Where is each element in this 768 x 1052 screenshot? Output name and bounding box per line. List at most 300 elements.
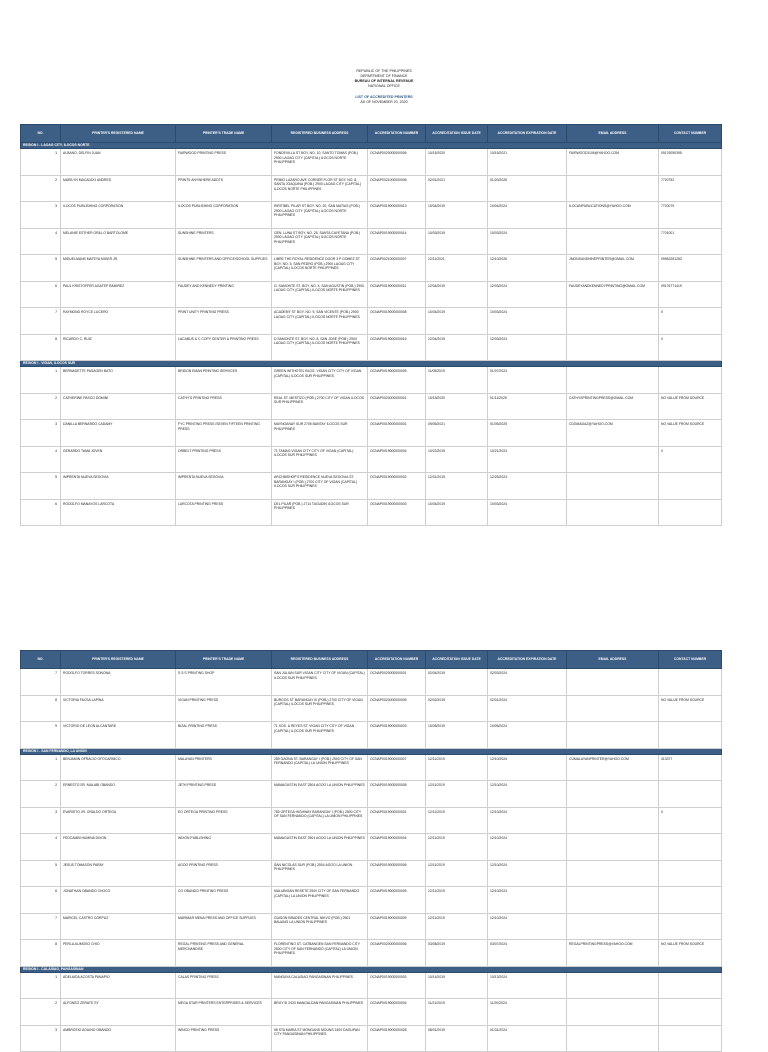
cell-email-address bbox=[567, 367, 659, 394]
cell-business-address: LIBRE THE ROYAL RESIDENCE DOOR 3 P GOMEZ ST BGY. NO. 5, SAN PEDRO (POB.) 2900 LAOAG CITY (CAPITAL) ILOCOS NORTE PHILIPPINES bbox=[272, 255, 368, 282]
cell-email-address: ILOCANPUBLICATIONS@YAHOO.COM bbox=[567, 202, 659, 229]
cell-trade-name: SUNSHINE PRINTERS bbox=[176, 228, 272, 255]
cell-accreditation-number: OCNAP0019000000016 bbox=[368, 334, 426, 361]
cell-business-address: ARCHBISHOP'S RESIDENCE NUEVA SEGOVIA ST. BARANGAY I (POB.) 2700 CITY OF VIGAN (CAPITAL) ILOCOS SUR PHILIPPINES bbox=[272, 473, 368, 500]
cell-email-address bbox=[567, 860, 659, 887]
cell-email-address bbox=[567, 913, 659, 940]
cell-issue-date: 12/11/2019 bbox=[426, 754, 488, 781]
cell-accreditation-number: OCNAP0021000000007 bbox=[368, 255, 426, 282]
cell-trade-name: AGOO PRINTING PRESS bbox=[176, 860, 272, 887]
cell-contact-number bbox=[659, 473, 722, 500]
cell-accreditation-number: OCNAP0019000000013 bbox=[368, 202, 426, 229]
cell-email-address bbox=[567, 446, 659, 473]
cell-row-number: 5 bbox=[21, 860, 61, 887]
cell-contact-number: NO VALUE FROM SOURCE bbox=[659, 940, 722, 967]
cell-accreditation-number: OCNAP0019000000028 bbox=[368, 1025, 426, 1052]
cell-expiration-date: 12/10/2024 bbox=[488, 754, 567, 781]
cell-business-address: MAMAGUSTIN EAST 2504 AGOO LA UNION PHILIPPINES bbox=[272, 781, 368, 808]
cell-registered-name: ADELAIDA ACOSTA PANAPIO bbox=[61, 972, 176, 999]
cell-row-number: 6 bbox=[21, 499, 61, 526]
cell-accreditation-number: OCNAP0019000000005 bbox=[368, 887, 426, 914]
cell-row-number: 8 bbox=[21, 334, 61, 361]
cell-expiration-date: 01/31/2024 bbox=[488, 1025, 567, 1052]
cell-accreditation-number: OCNAP0019000000009 bbox=[368, 913, 426, 940]
table-row bbox=[21, 695, 722, 722]
cell-issue-date: 12/01/2019 bbox=[426, 473, 488, 500]
cell-email-address bbox=[567, 695, 659, 722]
cell-contact-number: NO VALUE FROM SOURCE bbox=[659, 393, 722, 420]
cell-email-address bbox=[567, 499, 659, 526]
cell-registered-name: GERARDO TAMA JOVEN bbox=[61, 446, 176, 473]
column-header-email-address: EMAIL ADDRESS bbox=[567, 125, 659, 143]
cell-contact-number: 0 bbox=[659, 446, 722, 473]
cell-expiration-date: 12/10/2024 bbox=[488, 887, 567, 914]
cell-contact-number bbox=[659, 999, 722, 1026]
cell-business-address: BURGOS ST BARANGAY III (POB.) 2700 CITY OF VIGAN (CAPITAL) ILOCOS SUR PHILIPPINES bbox=[272, 695, 368, 722]
cell-contact-number: 7720752 bbox=[659, 175, 722, 202]
cell-expiration-date: 12/03/2024 bbox=[488, 334, 567, 361]
cell-registered-name: ALFONSO ZERATE SY bbox=[61, 999, 176, 1026]
cell-trade-name: BIZAL PRINTING PRESS bbox=[176, 722, 272, 749]
cell-registered-name: RODOLFO MANAYOS LARCOTA bbox=[61, 499, 176, 526]
printers-table-page-2 bbox=[20, 650, 722, 1052]
cell-issue-date: 12/11/2021 bbox=[426, 255, 488, 282]
table-row bbox=[21, 202, 722, 229]
cell-email-address bbox=[567, 807, 659, 834]
cell-row-number: 3 bbox=[21, 807, 61, 834]
cell-contact-number: 7701001 bbox=[659, 228, 722, 255]
column-header-email-address: EMAIL ADDRESS bbox=[567, 651, 659, 669]
cell-issue-date: 12/11/2019 bbox=[426, 913, 488, 940]
cell-email-address bbox=[567, 999, 659, 1026]
cell-expiration-date: 10/03/2024 bbox=[488, 499, 567, 526]
cell-business-address: GEN. LUNA ST BGY. NO. 25, SANTA CAYETANA (POB.) 2900 LAOAG CITY (CAPITAL) ILOCOS NORTE PHILIPPINES bbox=[272, 228, 368, 255]
cell-trade-name: WIXON PUBLISHING bbox=[176, 834, 272, 861]
cell-registered-name: MARILYN MACADDO ANDRES bbox=[61, 175, 176, 202]
table-row bbox=[21, 913, 722, 940]
cell-row-number: 7 bbox=[21, 669, 61, 696]
cell-issue-date: 11/05/2019 bbox=[426, 367, 488, 394]
cell-trade-name: FAIRWOOD PRINTING PRESS bbox=[176, 149, 272, 176]
cell-row-number: 6 bbox=[21, 887, 61, 914]
column-header-trade-name: PRINTER'S TRADE NAME bbox=[176, 651, 272, 669]
cell-accreditation-number: OCNAP0019000000001 bbox=[368, 807, 426, 834]
table-row bbox=[21, 940, 722, 967]
column-header-row-number: NO. bbox=[21, 125, 61, 143]
cell-accreditation-number: OCNAP0019000000008 bbox=[368, 781, 426, 808]
cell-trade-name: CALAS PRINTING PRESS bbox=[176, 972, 272, 999]
cell-email-address bbox=[567, 473, 659, 500]
cell-expiration-date: 10/03/2024 bbox=[488, 228, 567, 255]
cell-row-number: 1 bbox=[21, 149, 61, 176]
cell-email-address: CUMALAYANPRINTER@YAHOO.COM bbox=[567, 754, 659, 781]
cell-contact-number: 09176771419 bbox=[659, 281, 722, 308]
cell-issue-date: 03/08/2019 bbox=[426, 940, 488, 967]
cell-row-number: 3 bbox=[21, 202, 61, 229]
region-name: REGION I - SAN FERNANDO, LA UNION bbox=[21, 748, 722, 754]
cell-business-address: SAN NICOLAS SUR (POB.) 2504 AGOO LA UNION PHILIPPINES bbox=[272, 860, 368, 887]
cell-business-address: MAMAGUSTIN EAST 2504 AGOO LA UNION PHILIPPINES bbox=[272, 834, 368, 861]
table-row bbox=[21, 175, 722, 202]
cell-trade-name: MARIMAR MENA PRESS AND OFFICE SUPPLIES bbox=[176, 913, 272, 940]
header-as-of-date: AS OF NOVEMBER 20, 2020 bbox=[360, 100, 408, 104]
cell-business-address: RIRITIBEL PILAR ST BGY. NO. 20, SAN MATIAS (POB.) 2900 LAOAG CITY (CAPITAL) ILOCOS NORTE PHILIPPINES bbox=[272, 202, 368, 229]
cell-row-number: 1 bbox=[21, 754, 61, 781]
cell-registered-name: RAYMOND ROYCE LUCERO bbox=[61, 308, 176, 335]
cell-business-address: D SAMONTE ST. BGY. NO. 8, SAN JOSE (POB.) 2900 LAOAG CITY (CAPITAL) ILOCOS NORTE PHILIPPINES bbox=[272, 334, 368, 361]
table-row bbox=[21, 281, 722, 308]
cell-expiration-date: 10/21/2024 bbox=[488, 446, 567, 473]
cell-contact-number bbox=[659, 972, 722, 999]
cell-registered-name: MARICEL CASTRO CORPUZ bbox=[61, 913, 176, 940]
cell-accreditation-number: OCNAP0020000000001 bbox=[368, 393, 426, 420]
cell-issue-date: 12/04/2019 bbox=[426, 334, 488, 361]
cell-contact-number: 7720079 bbox=[659, 202, 722, 229]
column-header-registered-name: PRINTER'S REGISTERED NAME bbox=[61, 125, 176, 143]
cell-issue-date: 10/22/2019 bbox=[426, 446, 488, 473]
cell-accreditation-number: OCNAP0019000000001 bbox=[368, 420, 426, 447]
cell-contact-number: 413377 bbox=[659, 754, 722, 781]
cell-registered-name: JONATHAN OBANDO CHOCO bbox=[61, 887, 176, 914]
cell-trade-name: CO OBANDO PRINTING PRESS bbox=[176, 887, 272, 914]
cell-issue-date: 11/21/2019 bbox=[426, 999, 488, 1026]
cell-email-address: FAUDEYANDKENNEDYPRINTING@GMAIL.COM bbox=[567, 281, 659, 308]
cell-trade-name: FYC PRINTING PRESS /SEVEN FIFTEEN PRINTING PRESS bbox=[176, 420, 272, 447]
cell-expiration-date: 01/20/2026 bbox=[488, 175, 567, 202]
table-row bbox=[21, 334, 722, 361]
cell-accreditation-number: OCNAP0020000000001 bbox=[368, 669, 426, 696]
table-row bbox=[21, 722, 722, 749]
cell-row-number: 4 bbox=[21, 834, 61, 861]
cell-registered-name: PERLA ALIMOSO CHIO bbox=[61, 940, 176, 967]
cell-business-address: 780 ORTEGA HIGHWAY BARANGAY I (POB.) 2500 CITY OF SAN FERNANDO (CAPITAL) LA UNION PHILIPPINES bbox=[272, 807, 368, 834]
cell-trade-name: IMPRENTA NUEVA SEGOVIA bbox=[176, 473, 272, 500]
cell-email-address bbox=[567, 175, 659, 202]
cell-issue-date: 10/14/2019 bbox=[426, 972, 488, 999]
cell-row-number: 7 bbox=[21, 308, 61, 335]
cell-business-address: GREEN WITHOTEL BLDG. VIGAN CITY CITY OF VIGAN (CAPITAL) ILOCOS SUR PHILIPPINES bbox=[272, 367, 368, 394]
cell-trade-name: S S S PRINTING SHOP bbox=[176, 669, 272, 696]
table-row bbox=[21, 999, 722, 1026]
header-list-title: LIST OF ACCREDITED PRINTERS bbox=[355, 95, 413, 99]
cell-contact-number: 0 bbox=[659, 807, 722, 834]
cell-accreditation-number: OCNAP0019000000011 bbox=[368, 281, 426, 308]
cell-registered-name: PAUL KRISTOFFER AGATEP RAMIREZ bbox=[61, 281, 176, 308]
cell-issue-date: 12/11/2019 bbox=[426, 807, 488, 834]
cell-contact-number bbox=[659, 781, 722, 808]
cell-issue-date: 12/11/2019 bbox=[426, 860, 488, 887]
cell-email-address bbox=[567, 781, 659, 808]
cell-email-address bbox=[567, 1025, 659, 1052]
cell-trade-name: REGAL PRINTING PRESS AND GENERAL MERCHANDISE bbox=[176, 940, 272, 967]
region-name: REGION I - LAOAG CITY, ILOCOS NORTE bbox=[21, 143, 722, 149]
region-name: REGION I - CALASIAO, PANGASINAN bbox=[21, 966, 722, 972]
cell-registered-name: DANILLA BERNARDO CADAMY bbox=[61, 420, 176, 447]
cell-contact-number: 0 bbox=[659, 308, 722, 335]
cell-email-address bbox=[567, 834, 659, 861]
cell-row-number: 2 bbox=[21, 999, 61, 1026]
cell-accreditation-number: OCNAP0019000000005 bbox=[368, 367, 426, 394]
cell-issue-date: 09/05/2021 bbox=[426, 420, 488, 447]
cell-contact-number: 09176050395 bbox=[659, 149, 722, 176]
cell-contact-number: 0 bbox=[659, 334, 722, 361]
cell-trade-name: WINCO PRINTING PRESS bbox=[176, 1025, 272, 1052]
cell-row-number: 2 bbox=[21, 175, 61, 202]
cell-expiration-date: 02/01/2024 bbox=[488, 695, 567, 722]
cell-row-number: 7 bbox=[21, 913, 61, 940]
column-header-expiration-date: ACCREDITATION EXPIRATION DATE bbox=[488, 651, 567, 669]
region-name: REGION I - VIGAN, ILOCOS SUR bbox=[21, 361, 722, 367]
cell-registered-name: CATHERINE PASCO DOMINI bbox=[61, 393, 176, 420]
cell-registered-name: FEDCAMBI HUMINA DIXON bbox=[61, 834, 176, 861]
cell-expiration-date: 12/10/2026 bbox=[488, 255, 567, 282]
table-row bbox=[21, 228, 722, 255]
cell-accreditation-number: OCNAP0019000000004 bbox=[368, 999, 426, 1026]
cell-row-number: 1 bbox=[21, 367, 61, 394]
cell-row-number: 8 bbox=[21, 695, 61, 722]
cell-accreditation-number: OCNAP0019000000003 bbox=[368, 499, 426, 526]
cell-contact-number bbox=[659, 834, 722, 861]
table-row bbox=[21, 367, 722, 394]
cell-accreditation-number: OCNAP0021000000006 bbox=[368, 175, 426, 202]
cell-business-address: 289 GAONA ST. BARANGAY I (POB.) 2500 CITY OF SAN FERNANDO (CAPITAL) LA UNION PHILIPPINES bbox=[272, 754, 368, 781]
cell-row-number: 9 bbox=[21, 722, 61, 749]
cell-business-address: MANGAYA CALASIAO PANGASINAN PHILIPPINES bbox=[272, 972, 368, 999]
cell-row-number: 2 bbox=[21, 393, 61, 420]
column-header-contact-number: CONTACT NUMBER bbox=[659, 651, 722, 669]
cell-expiration-date: 12/10/2024 bbox=[488, 781, 567, 808]
cell-trade-name: ORBELT PRINTING PRESS bbox=[176, 446, 272, 473]
column-header-contact-number: CONTACT NUMBER bbox=[659, 125, 722, 143]
cell-contact-number bbox=[659, 499, 722, 526]
cell-registered-name: BENJAMIN OFRACIO OFOCARNICO bbox=[61, 754, 176, 781]
cell-contact-number bbox=[659, 669, 722, 696]
cell-expiration-date: 10/13/2024 bbox=[488, 972, 567, 999]
table-row bbox=[21, 834, 722, 861]
cell-business-address: DEL PILAR (POB.) 2714 TAGUDIN ILOCOS SUR PHILIPPINES bbox=[272, 499, 368, 526]
column-header-issue-date: ACCREDITATION ISSUE DATE bbox=[426, 651, 488, 669]
column-header-accreditation-number: ACCREDITATION NUMBER bbox=[368, 125, 426, 143]
cell-business-address: G. SAMONTE ST. BGY. NO. 4, SAN AGUSTIN (POB.) 2900 LAOAG CITY (CAPITAL) ILOCOS NORTE PHILIPPINES bbox=[272, 281, 368, 308]
cell-expiration-date: 10/05/2024 bbox=[488, 722, 567, 749]
cell-email-address: CDGMADAZ@YAHOO.COM bbox=[567, 420, 659, 447]
cell-contact-number: 09952281283 bbox=[659, 255, 722, 282]
table-row bbox=[21, 149, 722, 176]
cell-registered-name: ALBANO, DELFIN JUAN bbox=[61, 149, 176, 176]
table-row bbox=[21, 420, 722, 447]
table-row bbox=[21, 499, 722, 526]
cell-row-number: 5 bbox=[21, 473, 61, 500]
table-row bbox=[21, 860, 722, 887]
cell-contact-number bbox=[659, 1025, 722, 1052]
cell-expiration-date: 03/07/2024 bbox=[488, 940, 567, 967]
cell-expiration-date: 12/10/2024 bbox=[488, 834, 567, 861]
table-row bbox=[21, 255, 722, 282]
cell-contact-number bbox=[659, 722, 722, 749]
cell-trade-name: VIGAN PRINTING PRESS bbox=[176, 695, 272, 722]
table-row bbox=[21, 972, 722, 999]
header-office: NATIONAL OFFICE bbox=[368, 84, 400, 88]
cell-trade-name: CATHY'S PRINTING PRESS bbox=[176, 393, 272, 420]
cell-business-address: MALUBIGAN RESETE 2500 CITY OF SAN FERNANDO (CAPITAL) LA UNION PHILIPPINES bbox=[272, 887, 368, 914]
cell-registered-name: MIGUELMANS MATEYA MIGER JR. bbox=[61, 255, 176, 282]
cell-row-number: 6 bbox=[21, 281, 61, 308]
table-row bbox=[21, 473, 722, 500]
cell-issue-date: 12/11/2019 bbox=[426, 834, 488, 861]
cell-registered-name: IMPRENTA NUEVA SEGOVIA bbox=[61, 473, 176, 500]
cell-accreditation-number: OCNAP0020000000006 bbox=[368, 149, 426, 176]
cell-email-address bbox=[567, 228, 659, 255]
cell-registered-name: AMBROSIO AGUINO OBANDO bbox=[61, 1025, 176, 1052]
cell-email-address: FAIRWOOD1106@YAHOO.COM bbox=[567, 149, 659, 176]
table-row bbox=[21, 781, 722, 808]
cell-registered-name: BERNADETTE PASAGEN BATO bbox=[61, 367, 176, 394]
cell-issue-date: 10/15/2020 bbox=[426, 393, 488, 420]
table-row bbox=[21, 393, 722, 420]
cell-email-address bbox=[567, 887, 659, 914]
cell-row-number: 4 bbox=[21, 228, 61, 255]
cell-expiration-date: 12/25/2024 bbox=[488, 473, 567, 500]
cell-row-number: 4 bbox=[21, 446, 61, 473]
cell-business-address: 71 SOS. & REYES ST. VIGAN CITY CITY OF VIGAN (CAPITAL) ILOCOS SUR PHILIPPINES bbox=[272, 722, 368, 749]
cell-contact-number bbox=[659, 913, 722, 940]
cell-issue-date: 10/15/2020 bbox=[426, 149, 488, 176]
cell-registered-name: EVARISTO JR. ORALDO ORTEGA bbox=[61, 807, 176, 834]
cell-email-address: CATHYSPRINTINGPRESS@GMAIL.COM bbox=[567, 393, 659, 420]
cell-contact-number bbox=[659, 367, 722, 394]
cell-expiration-date: 12/03/2024 bbox=[488, 281, 567, 308]
cell-email-address bbox=[567, 669, 659, 696]
cell-registered-name: ILOCOS PUBLISHING CORPORATION bbox=[61, 202, 176, 229]
header-republic: REPUBLIC OF THE PHILIPPINES bbox=[356, 69, 412, 73]
cell-trade-name: PRINT UNITY PRINTING PRESS bbox=[176, 308, 272, 335]
cell-accreditation-number: OCNAP0019000000004 bbox=[368, 834, 426, 861]
cell-expiration-date: 12/10/2024 bbox=[488, 860, 567, 887]
cell-contact-number: NO VALUE FROM SOURCE bbox=[659, 420, 722, 447]
cell-business-address: BRGY III 2433 MANGALDAN PANGASINAN PHILIPPINES bbox=[272, 999, 368, 1026]
cell-accreditation-number: OCNAP0019000000002 bbox=[368, 473, 426, 500]
cell-trade-name: LARCOTA PRINTING PRESS bbox=[176, 499, 272, 526]
cell-issue-date: 10/04/2019 bbox=[426, 308, 488, 335]
cell-issue-date: 02/04/2019 bbox=[426, 669, 488, 696]
cell-trade-name: FAUDEY AND KENNEDY PRINTING bbox=[176, 281, 272, 308]
cell-issue-date: 02/01/2021 bbox=[426, 175, 488, 202]
column-header-issue-date: ACCREDITATION ISSUE DATE bbox=[426, 125, 488, 143]
header-bureau: BUREAU OF INTERNAL REVENUE bbox=[354, 79, 414, 83]
cell-business-address: FONDEVILLA ST BGY. NO. 10, SANTO TOMAS (POB.) 2900 LAOAG CITY (CAPITAL) ILOCOS NORTE PHILIPPINES bbox=[272, 149, 368, 176]
cell-contact-number bbox=[659, 860, 722, 887]
cell-registered-name: VICTORIA FACSA LAPINA bbox=[61, 695, 176, 722]
document-header bbox=[0, 69, 768, 105]
cell-row-number: 5 bbox=[21, 255, 61, 282]
cell-accreditation-number: OCNAP0019000000006 bbox=[368, 860, 426, 887]
cell-trade-name: PRINTS ANYWHERE ADDTS bbox=[176, 175, 272, 202]
column-header-row-number: NO. bbox=[21, 651, 61, 669]
cell-trade-name: MALAYAN PRINTERS bbox=[176, 754, 272, 781]
cell-issue-date: 10/03/2019 bbox=[426, 228, 488, 255]
table-row bbox=[21, 1025, 722, 1052]
table-row bbox=[21, 669, 722, 696]
table-row bbox=[21, 807, 722, 834]
column-header-expiration-date: ACCREDITATION EXPIRATION DATE bbox=[488, 125, 567, 143]
cell-business-address: SAN JULIAN SUR VIGAN CITY CITY OF VIGAN (CAPITAL) ILOCOS SUR PHILIPPINES bbox=[272, 669, 368, 696]
cell-accreditation-number: OCNAP0020000000006 bbox=[368, 940, 426, 967]
cell-accreditation-number: OCNAP0019000000003 bbox=[368, 722, 426, 749]
cell-email-address bbox=[567, 334, 659, 361]
cell-trade-name: BRIDON EMAN PRINTING SERVICES bbox=[176, 367, 272, 394]
cell-row-number: 2 bbox=[21, 781, 61, 808]
table-row bbox=[21, 754, 722, 781]
cell-row-number: 3 bbox=[21, 1025, 61, 1052]
cell-registered-name: RICARDO C. RUIZ bbox=[61, 334, 176, 361]
cell-issue-date: 10/04/2019 bbox=[426, 499, 488, 526]
cell-accreditation-number: OCNAP0019000000007 bbox=[368, 754, 426, 781]
cell-expiration-date: 10/15/2021 bbox=[488, 149, 567, 176]
cell-expiration-date: 12/10/2024 bbox=[488, 807, 567, 834]
cell-business-address: REAL ST. MESTIZO (POB.) 2700 CITY OF VIGAN ILOCOS SUR PHILIPPINES bbox=[272, 393, 368, 420]
cell-contact-number bbox=[659, 887, 722, 914]
cell-email-address bbox=[567, 972, 659, 999]
cell-business-address: 71 TAMAG VIGAN CITY CITY OF VIGAN (CAPITAL) ILOCOS SUR PHILIPPINES bbox=[272, 446, 368, 473]
cell-contact-number: NO VALUE FROM SOURCE bbox=[659, 695, 722, 722]
column-header-business-address: REGISTERED BUSINESS ADDRESS bbox=[272, 125, 368, 143]
cell-business-address: PRIMO LAZARO AVE CORNER FLOR ST BGY. NO. 8, SANTA JOAQUINA (POB.) 2900 LAOAG CITY (CAPITAL) ILOCOS NORTE PHILIPPINES bbox=[272, 175, 368, 202]
cell-registered-name: MELANIE ESTHER ORILLO BARTOLOME bbox=[61, 228, 176, 255]
cell-accreditation-number: OCNAP0019000000003 bbox=[368, 972, 426, 999]
cell-trade-name: SUNSHINE PRINTERS AND OFFICE/SCHOOL SUPPLIES bbox=[176, 255, 272, 282]
column-header-registered-name: PRINTER'S REGISTERED NAME bbox=[61, 651, 176, 669]
cell-expiration-date: 10/03/2024 bbox=[488, 308, 567, 335]
table-row bbox=[21, 446, 722, 473]
cell-trade-name: ILOCOS PUBLISHING CORPORATION bbox=[176, 202, 272, 229]
cell-expiration-date: 01/05/2025 bbox=[488, 420, 567, 447]
cell-business-address: GUISON BRADES CENTRAL NIKVO (POB.) 2501 BAUANG LA UNION PHILIPPINES bbox=[272, 913, 368, 940]
cell-email-address: JMONSUNSHINEPRINTER@GMAIL.COM bbox=[567, 255, 659, 282]
cell-business-address: ACADEMY ST BGY. NO. 9, SAN VICENTE (POB.) 2900 LAOAG CITY (CAPITAL) ILOCOS NORTE PHILIPPINES bbox=[272, 308, 368, 335]
cell-issue-date: 12/04/2019 bbox=[426, 281, 488, 308]
cell-expiration-date: 11/20/2024 bbox=[488, 999, 567, 1026]
cell-email-address: REGALPRINTINGPRESS@YAHOO.COM bbox=[567, 940, 659, 967]
cell-registered-name: RODOLFO TORRES SONONA bbox=[61, 669, 176, 696]
cell-expiration-date: 10/04/2024 bbox=[488, 202, 567, 229]
column-header-accreditation-number: ACCREDITATION NUMBER bbox=[368, 651, 426, 669]
cell-issue-date: 10/05/2019 bbox=[426, 722, 488, 749]
cell-email-address bbox=[567, 722, 659, 749]
cell-expiration-date: 12/10/2024 bbox=[488, 913, 567, 940]
cell-accreditation-number: OCNAP0019000000008 bbox=[368, 308, 426, 335]
cell-registered-name: JESUS TOMASON PARAY bbox=[61, 860, 176, 887]
cell-issue-date: 02/02/2019 bbox=[426, 695, 488, 722]
header-department: DEPARTMENT OF FINANCE bbox=[360, 74, 408, 78]
cell-trade-name: JETH PRINTING PRESS bbox=[176, 781, 272, 808]
cell-trade-name: LACABUS & C COPY CENTER & PRINTING PRESS bbox=[176, 334, 272, 361]
cell-business-address: MAYNGANAY SUR 2705 BANTAY ILOCOS SUR PHILIPPINES bbox=[272, 420, 368, 447]
column-header-trade-name: PRINTER'S TRADE NAME bbox=[176, 125, 272, 143]
cell-issue-date: 12/11/2019 bbox=[426, 887, 488, 914]
cell-accreditation-number: OCNAP0019000000004 bbox=[368, 446, 426, 473]
cell-row-number: 1 bbox=[21, 972, 61, 999]
cell-row-number: 3 bbox=[21, 420, 61, 447]
table-row bbox=[21, 308, 722, 335]
cell-expiration-date: 01/11/2025 bbox=[488, 393, 567, 420]
cell-registered-name: VICTORIO DE LEON ALCANTARE bbox=[61, 722, 176, 749]
cell-accreditation-number: OCNAP0019000000014 bbox=[368, 228, 426, 255]
cell-business-address: 58 STA MARIA ST MONGANS MOUNS 2400 DAGUPAN CITY PANGASINAN PHILIPPINES bbox=[272, 1025, 368, 1052]
cell-issue-date: 12/11/2019 bbox=[426, 781, 488, 808]
cell-business-address: FLORENTINO ST. CATBANGEN SAN FERNANDO CITY 2500 CITY OF SAN FERNANDO (CAPITAL) LA UNION PHILIPPINES bbox=[272, 940, 368, 967]
table-row bbox=[21, 887, 722, 914]
cell-registered-name: ERNESTO SR. MALABI OBANDO bbox=[61, 781, 176, 808]
